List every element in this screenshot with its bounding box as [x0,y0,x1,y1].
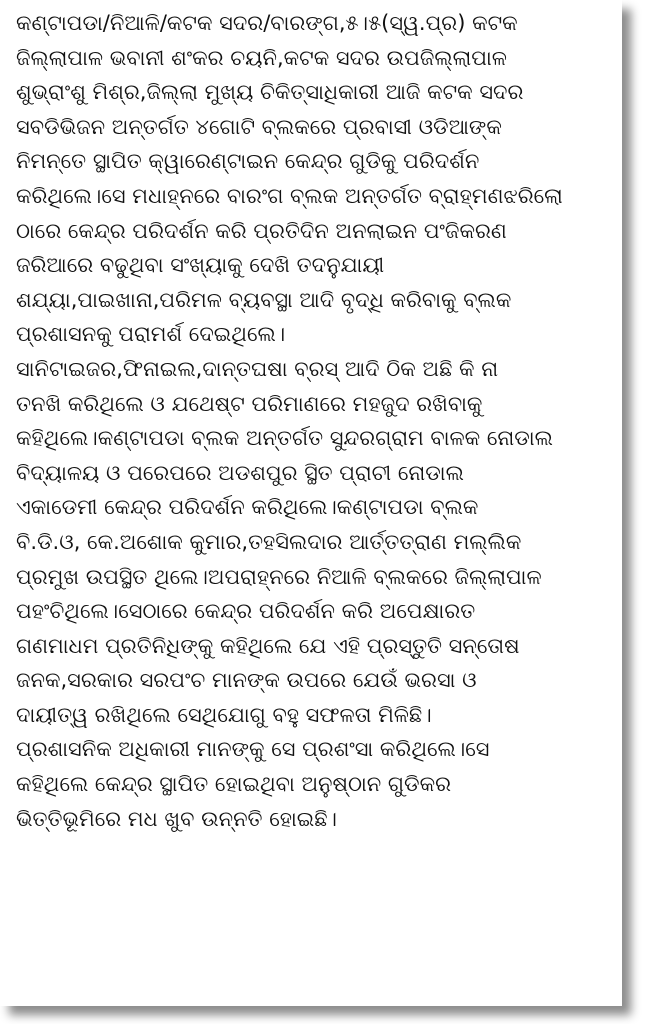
text-line: ପ୍ରମୁଖ ଉପସ୍ଥିତ ଥିଲେ।ଅପରାହ୍ନରେ ନିଆଳି ବ୍ଲକରେ ଜିଲ୍ଲାପାଳ [16,564,542,589]
text-line: ନିମନ୍ତେ ସ୍ଥାପିତ କ୍ୱାରେଣ୍ଟାଇନ କେନ୍ଦ୍ର ଗୁଡିକୁ ପରିଦର୍ଶନ [16,149,480,174]
text-line: ଦାୟୀତ୍ୱ ରଖିଥିଲେ ସେଥିଯୋଗୁ ବହୁ ସଫଳତା ମିଳିଛି। [16,702,432,727]
text-line: ବି.ଡି.ଓ, କେ.ଅଶୋକ କୁମାର,ତହସିଲଦାର ଆର୍ତ୍ତତ୍ରାଣ ମଲ୍ଲିକ [16,529,522,554]
text-line: ଭିତ୍ତିଭୂମିରେ ମଧ ଖୁବ ଉନ୍ନତି ହୋଇଛି। [16,806,337,831]
text-line: ଜିଲ୍ଲାପାଳ ଭବାନୀ ଶଂକର ଚୟନି,କଟକ ସଦର ଉପଜିଲ୍ଲାପାଳ [16,45,507,70]
text-line: କହିଥିଲେ।କଣ୍ଟାପଡା ବ୍ଲକ ଅନ୍ତର୍ଗତ ସୁନ୍ଦରଗ୍ରାମ ବାଳକ ନୋଡାଲ [16,426,553,451]
text-line: ବିଦ୍ୟାଳୟ ଓ ପରେପରେ ଅଡଶପୁର ସ୍ଥିତ ପ୍ରାଚୀ ନୋଡାଲ [16,460,464,485]
text-line: ପ୍ରଶାସନକୁ ପରାମର୍ଶ ଦେଇଥିଲେ। [16,322,286,347]
text-line: ଶୁଭ୍ରାଂଶୁ ମିଶ୍ର,ଜିଲ୍ଲା ମୁଖ୍ୟ ଚିକିତ୍ସାଧିକାରୀ ଆଜି କଟକ ସଦର [16,80,524,105]
text-line: ତନଖି କରିଥିଲେ ଓ ଯଥେଷ୍ଟ ପରିମାଣରେ ମହଜୁଦ ରଖିବାକୁ [16,391,483,416]
text-line: ଠାରେ କେନ୍ଦ୍ର ପରିଦର୍ଶନ କରି ପ୍ରତିଦିନ ଅନଲାଇନ ପଂଜିକରଣ [16,218,507,243]
text-line: ପହଂଚିଥିଲେ।ସେଠାରେ କେନ୍ଦ୍ର ପରିଦର୍ଶନ କରି ଅପେକ୍ଷାରତ [16,599,476,624]
text-line: ଜରିଆରେ ବଢୁଥିବା ସଂଖ୍ୟାକୁ ଦେଖି ତଦନୁଯାୟୀ [16,253,385,278]
text-line: କଣ୍ଟାପଡା/ନିଆଳି/କଟକ ସଦର/ବାରଙ୍ଗ,୫।୫(ସ୍ୱ.ପ୍ର) କଟକ [16,11,518,35]
text-line: କହିଥିଲେ କେନ୍ଦ୍ର ସ୍ଥାପିତ ହୋଇଥିବା ଅନୁଷ୍ଠାନ ଗୁଡିକର [16,772,452,797]
text-line: ଗଣମାଧମ ପ୍ରତିନିଧିଙ୍କୁ କହିଥିଲେ ଯେ ଏହି ପ୍ରସ୍ତୁତି ସନ୍ତୋଷ [16,633,520,658]
text-line: ଏକାଡେମୀ କେନ୍ଦ୍ର ପରିଦର୍ଶନ କରିଥିଲେ।କଣ୍ଟାପଡା ବ୍ଲକ [16,495,479,520]
text-line: କରିଥିଲେ।ସେ ମଧାହ୍ନରେ ବାରଂଗ ବ୍ଲକ ଅନ୍ତର୍ଗତ ବ୍ରାହ୍ମଣଝରିଲୋ [16,183,563,208]
article-text [16,6,614,836]
text-line: ଶଯ୍ୟା,ପାଇଖାନା,ପରିମଳ ବ୍ୟବସ୍ଥା ଆଦି ବୃଦ୍ଧି କରିବାକୁ ବ୍ଲକ [16,287,512,312]
text-line: ସାନିଟାଇଜର,ଫିନାଇଲ,ଦାନ୍ତଘଷା ବ୍ରସ୍ ଆଦି ଠିକ ଅଛି କି ନା [16,356,499,381]
text-line: ସବଡିଭିଜନ ଅନ୍ତର୍ଗତ ୪ଗୋଟି ବ୍ଲକରେ ପ୍ରବାସୀ ଓଡିଆଙ୍କ [16,114,502,139]
text-line: ପ୍ରଶାସନିକ ଅଧିକାରୀ ମାନଙ୍କୁ ସେ ପ୍ରଶଂସା କରିଥିଲେ।ସେ [16,737,490,762]
text-line: ଜନକ,ସରକାର ସରପଂଚ ମାନଙ୍କ ଉପରେ ଯେଉଁ ଭରସା ଓ [16,668,477,693]
